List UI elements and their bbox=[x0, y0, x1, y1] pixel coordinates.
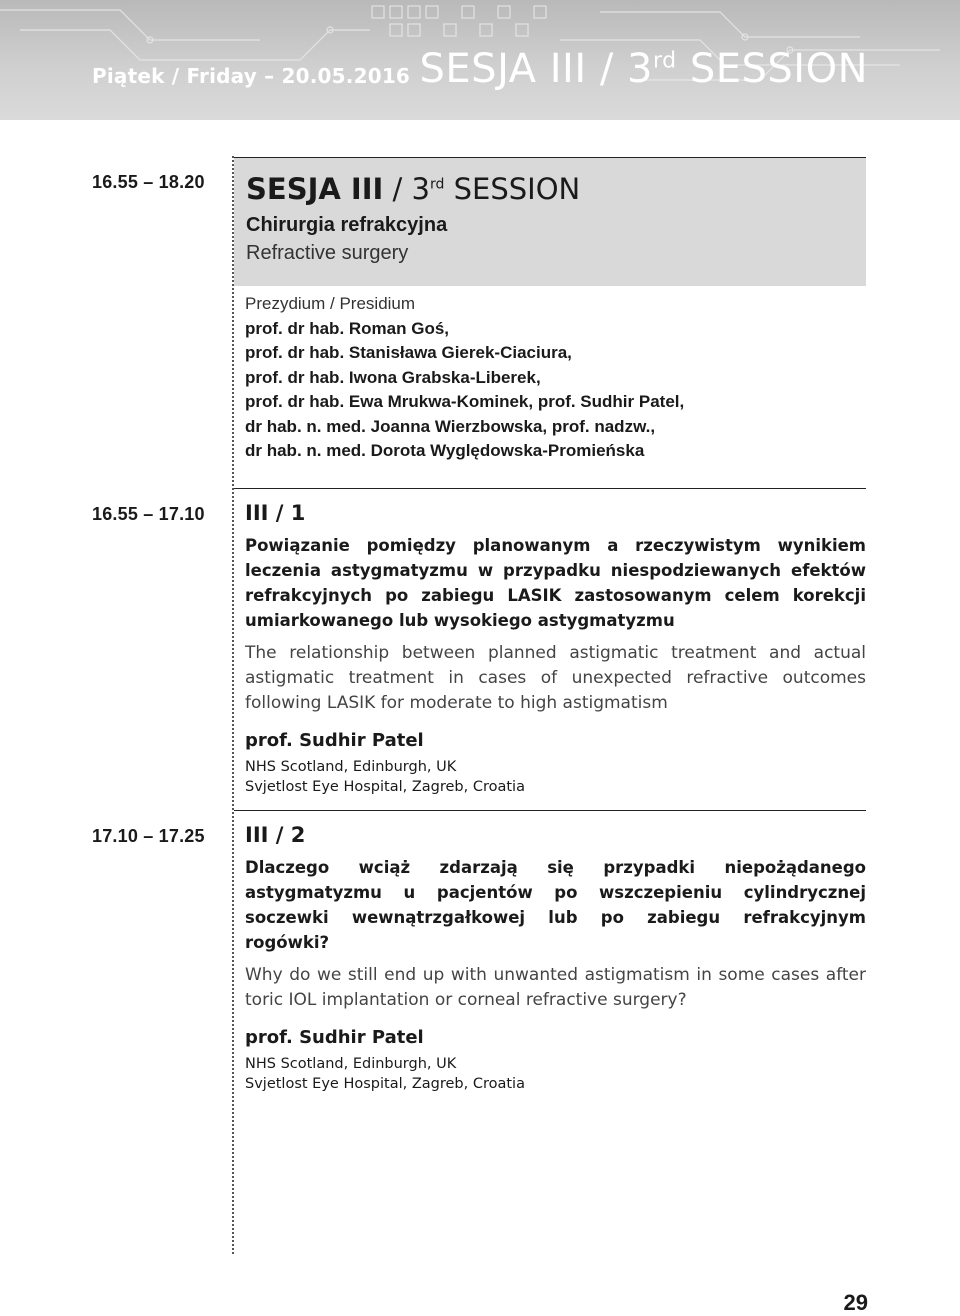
talk-affiliation: NHS Scotland, Edinburgh, UK bbox=[245, 1056, 457, 1072]
talk-affiliation: Svjetlost Eye Hospital, Zagreb, Croatia bbox=[245, 1076, 525, 1092]
talk-time: 16.55 – 17.10 bbox=[92, 504, 205, 524]
session-header-box bbox=[234, 157, 866, 286]
talk-divider bbox=[234, 810, 866, 811]
session-topic-pl: Chirurgia refrakcyjna bbox=[246, 214, 448, 236]
talk-speaker: prof. Sudhir Patel bbox=[245, 730, 424, 751]
timeline-dotted-divider bbox=[232, 156, 234, 1254]
presidium-member: dr hab. n. med. Joanna Wierzbowska, prof. nadzw., bbox=[245, 416, 656, 436]
header-date: Piątek / Friday – 20.05.2016 bbox=[92, 64, 411, 88]
talk-title-pl: Powiązanie pomiędzy planowanym a rzeczywistym wynikiem leczenia astygmatyzmu w przypadku niespodziewanych efektów refrakcyjnych po zabiegu LASIK zastosowanym celem korekcji umiarkowanego lub wysokiego astygmatyzmu bbox=[245, 536, 866, 630]
talk-affiliation: Svjetlost Eye Hospital, Zagreb, Croatia bbox=[245, 779, 525, 795]
talk-time: 17.10 – 17.25 bbox=[92, 826, 205, 846]
talk-title-en: Why do we still end up with unwanted astigmatism in some cases after toric IOL implantation or corneal refractive surgery? bbox=[245, 965, 866, 1010]
presidium-member: prof. dr hab. Iwona Grabska-Liberek, bbox=[245, 367, 541, 387]
presidium-member: dr hab. n. med. Dorota Wyględowska-Promieńska bbox=[245, 441, 645, 460]
page-number: 29 bbox=[843, 1290, 868, 1315]
session-title: SESJA III / 3rd SESSION bbox=[246, 172, 581, 206]
talk-code: III / 2 bbox=[245, 823, 306, 847]
presidium-member: prof. dr hab. Ewa Mrukwa-Kominek, prof. Sudhir Patel, bbox=[245, 392, 685, 411]
session-topic-en: Refractive surgery bbox=[246, 242, 409, 264]
talk-affiliation: NHS Scotland, Edinburgh, UK bbox=[245, 759, 457, 775]
talk-code: III / 1 bbox=[245, 501, 306, 525]
presidium-block bbox=[245, 292, 865, 464]
talk-speaker: prof. Sudhir Patel bbox=[245, 1027, 424, 1048]
talk-title-en: The relationship between planned astigmatic treatment and actual astigmatic treatment in cases of unexpected refractive outcomes following LASIK for moderate to high astigmatism bbox=[245, 643, 866, 713]
header-banner bbox=[0, 0, 960, 120]
presidium-label: Prezydium / Presidium bbox=[245, 294, 416, 313]
talk-divider bbox=[234, 488, 866, 489]
header-session-title: SESJA III / 3rd SESSION bbox=[419, 46, 868, 92]
session-time: 16.55 – 18.20 bbox=[92, 172, 205, 192]
presidium-member: prof. dr hab. Roman Goś, bbox=[245, 318, 450, 338]
presidium-member: prof. dr hab. Stanisława Gierek-Ciaciura, bbox=[245, 343, 572, 362]
talk-item bbox=[245, 822, 866, 1094]
talk-item bbox=[245, 500, 866, 797]
talk-title-pl: Dlaczego wciąż zdarzają się przypadki niepożądanego astygmatyzmu u pacjentów po wszczepieniu cylindrycznej soczewki wewnątrzgałkowej lub po zabiegu refrakcyjnym rogówki? bbox=[245, 858, 866, 952]
